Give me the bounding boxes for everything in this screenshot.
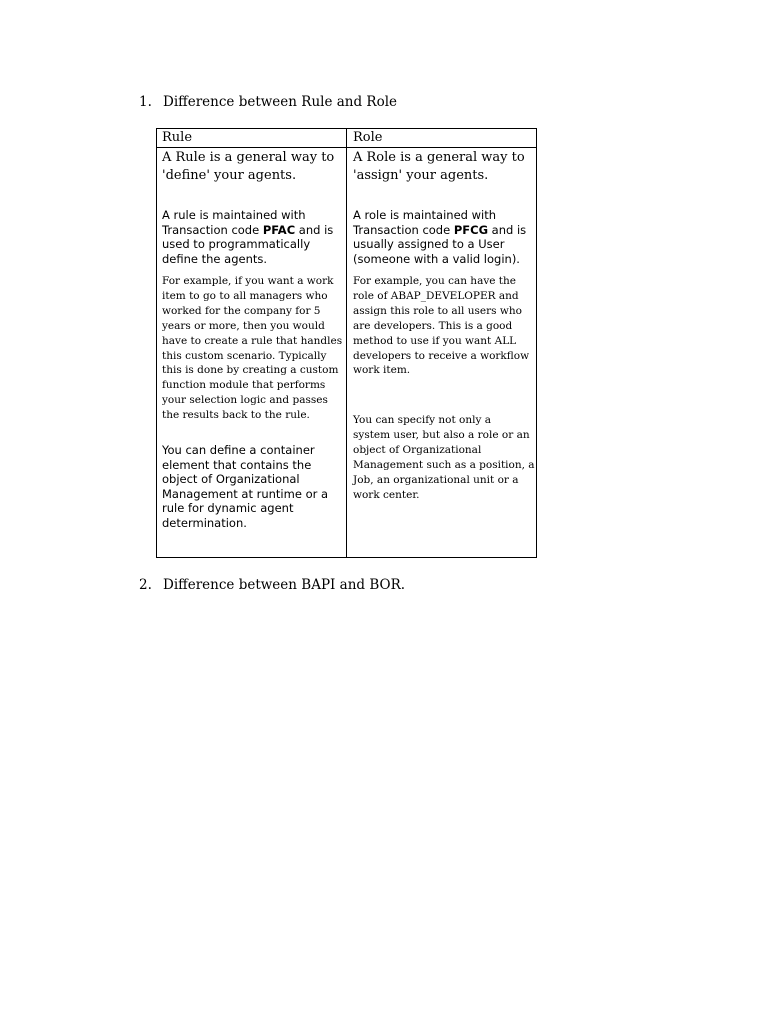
text-line: used to programmatically	[162, 237, 311, 252]
question-2	[139, 577, 405, 593]
text-line: element that contains the	[162, 457, 312, 472]
role-column	[353, 129, 533, 557]
role-example-text	[353, 274, 529, 378]
question-text: Difference between BAPI and BOR.	[163, 577, 406, 593]
text-line: You can specify not only a	[353, 414, 492, 426]
text-line: For example, if you want a work	[162, 275, 334, 287]
question-1	[139, 94, 397, 110]
text-line: object of Organizational	[162, 472, 300, 487]
question-number: 2.	[139, 577, 152, 593]
text-line: function module that performs	[162, 379, 326, 392]
text-line: Management such as a position, a	[353, 458, 535, 471]
text-line: system user, but also a role or an	[353, 428, 530, 441]
text-line: A role is maintained with	[353, 208, 497, 222]
lead-line: A Role is a general way to	[353, 150, 525, 165]
text-line: this is done by creating a custom	[162, 364, 339, 377]
text-line: A rule is maintained with	[162, 208, 306, 222]
text-line: (someone with a valid login).	[353, 251, 520, 266]
text-line: item to go to all managers who	[162, 289, 328, 302]
text-line: rule for dynamic agent	[162, 501, 294, 516]
question-number: 1.	[139, 94, 152, 110]
rule-lead	[162, 149, 334, 185]
text-line: determination.	[162, 515, 247, 530]
text-line: usually assigned to a User	[353, 237, 505, 252]
text-line: work center.	[353, 488, 420, 501]
lead-line: 'assign' your agents.	[353, 168, 489, 183]
rule-maintained-text	[162, 208, 333, 266]
text-line: role of ABAP_DEVELOPER and	[353, 289, 519, 302]
text-line: years or more, then you would	[162, 319, 325, 332]
text-line: Transaction code PFCG and is	[353, 222, 527, 237]
column-divider	[346, 129, 347, 557]
text-line: Transaction code PFAC and is	[162, 222, 334, 237]
rule-example-text	[162, 274, 342, 423]
role-maintained-text	[353, 208, 526, 266]
text-line: For example, you can have the	[353, 275, 517, 287]
text-line: object of Organizational	[353, 443, 482, 456]
text-line: Job, an organizational unit or a	[353, 473, 519, 486]
lead-line: A Rule is a general way to	[162, 150, 335, 165]
role-lead	[353, 149, 525, 185]
transaction-code: PFAC	[262, 222, 296, 237]
text-line: this custom scenario. Typically	[162, 349, 327, 362]
text-line: define the agents.	[162, 251, 268, 266]
rule-column	[162, 129, 342, 557]
comparison-table	[156, 128, 537, 558]
text-line: are developers. This is a good	[353, 319, 513, 332]
text-line: worked for the company for 5	[162, 304, 321, 317]
transaction-code: PFCG	[453, 222, 489, 237]
text-line: assign this role to all users who	[353, 304, 522, 317]
text-line: have to create a rule that handles	[162, 334, 343, 347]
role-header: Role	[353, 130, 383, 145]
question-text: Difference between Rule and Role	[163, 94, 398, 110]
role-specify-text	[353, 413, 535, 502]
text-line: developers to receive a workflow	[353, 349, 530, 362]
text-line: the results back to the rule.	[162, 409, 310, 422]
text-line: Management at runtime or a	[162, 486, 329, 501]
text-line: your selection logic and passes	[162, 394, 328, 407]
lead-line: 'define' your agents.	[162, 168, 297, 183]
text-line: You can define a container	[162, 443, 315, 457]
rule-container-text	[162, 443, 328, 531]
text-line: method to use if you want ALL	[353, 334, 517, 347]
rule-header: Rule	[162, 130, 193, 145]
text-line: work item.	[353, 364, 411, 377]
